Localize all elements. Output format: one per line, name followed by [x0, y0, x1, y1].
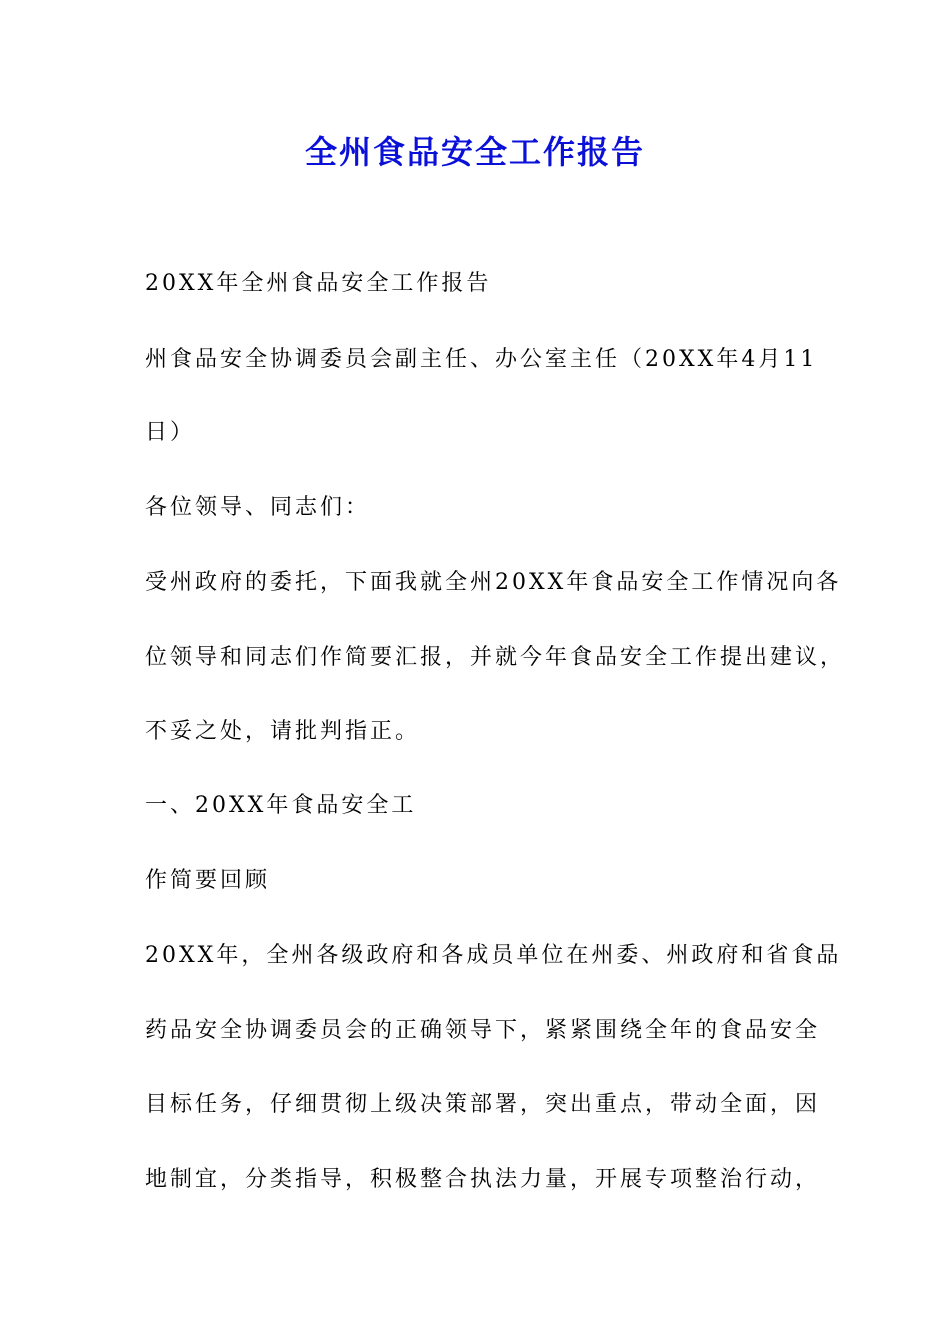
body-line-13: 地制宜，分类指导，积极整合执法力量，开展专项整治行动，	[145, 1167, 821, 1192]
body-line-2: 州食品安全协调委员会副主任、办公室主任（20XX年4月11	[145, 347, 818, 372]
body-line-9: 作简要回顾	[145, 868, 271, 893]
body-line-5: 受州政府的委托，下面我就全州20XX年食品安全工作情况向各	[145, 570, 842, 595]
body-line-3: 日）	[145, 420, 196, 445]
body-line-4: 各位领导、同志们：	[145, 495, 371, 520]
body-line-11: 药品安全协调委员会的正确领导下，紧紧围绕全年的食品安全	[145, 1018, 821, 1043]
body-line-6: 位领导和同志们作简要汇报，并就今年食品安全工作提出建议，	[145, 645, 846, 670]
body-line-8: 一、20XX年食品安全工	[145, 793, 417, 818]
document-title: 全州食品安全工作报告	[304, 133, 645, 171]
body-line-7: 不妥之处，请批判指正。	[145, 719, 421, 744]
body-line-10: 20XX年，全州各级政府和各成员单位在州委、州政府和省食品	[145, 943, 842, 968]
body-line-1: 20XX年全州食品安全工作报告	[145, 271, 492, 296]
body-line-12: 目标任务，仔细贯彻上级决策部署，突出重点，带动全面，因	[145, 1092, 821, 1117]
